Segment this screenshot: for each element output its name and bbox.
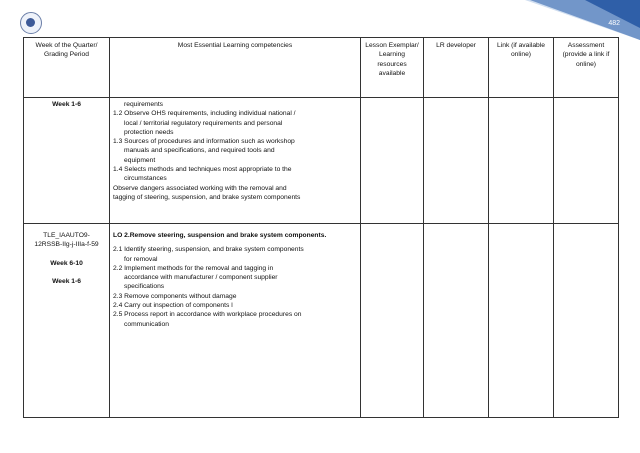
week-label: Week 1-6 [52, 101, 81, 108]
header-week: Week of the Quarter/ Grading Period [24, 38, 110, 98]
lo-title: LO 2.Remove steering, suspension and brake system components. [113, 232, 327, 239]
deped-seal-logo [20, 12, 42, 34]
competency-line: 2.4 Carry out inspection of components l [113, 302, 233, 310]
week-label: Week 1-6 [52, 277, 81, 285]
competency-line: 1.3 Sources of procedures and information such as workshop [113, 138, 295, 146]
competency-line: equipment [124, 156, 156, 164]
competency-cell [110, 224, 361, 418]
lr-developer-cell [424, 98, 489, 224]
competency-line: accordance with manufacturer / component supplier [124, 274, 278, 282]
competency-code: TLE_IAAUTO9-12RSSB-IIg-j-IIIa-f-59 [34, 232, 99, 249]
header-melc: Most Essential Learning competencies [110, 38, 361, 98]
competency-cell [110, 98, 361, 224]
competency-line: 2.1 Identify steering, suspension, and brake system components [113, 246, 304, 254]
competency-line: tagging of steering, suspension, and brake system components [113, 193, 301, 201]
competency-line: 2.5 Process report in accordance with workplace procedures on [113, 311, 302, 319]
competency-line: communication [124, 320, 169, 328]
lr-developer-cell [424, 224, 489, 418]
assessment-cell [554, 224, 619, 418]
competency-line: 2.3 Remove components without damage [113, 292, 237, 300]
assessment-cell [554, 98, 619, 224]
table-header-row [24, 38, 619, 98]
week-label: Week 6-10 [50, 259, 83, 267]
competency-line: circumstances [124, 175, 167, 183]
header-lesson: Lesson Exemplar/ Learning resources available [361, 38, 424, 98]
competency-line: 2.2 Implement methods for the removal and tagging in [113, 264, 274, 272]
competency-line: 1.4 Selects methods and techniques most appropriate to the [113, 166, 292, 174]
melc-table [23, 37, 619, 418]
corner-decoration [525, 0, 640, 40]
competency-line: specifications [124, 283, 165, 291]
table-row [24, 98, 619, 224]
link-cell [489, 98, 554, 224]
week-cell [24, 224, 110, 418]
competency-line: manuals and specifications, and required tools and [124, 147, 275, 155]
competency-line: local / territorial regulatory requirements and personal [124, 119, 283, 127]
competency-line: for removal [124, 255, 158, 263]
header-link: Link (if available online) [489, 38, 554, 98]
lesson-cell [361, 224, 424, 418]
competency-line: Observe dangers associated working with the removal and [113, 184, 287, 192]
table-row [24, 224, 619, 418]
competency-line: requirements [124, 101, 164, 108]
competency-line: protection needs [124, 128, 174, 136]
week-cell [24, 98, 110, 224]
link-cell [489, 224, 554, 418]
competency-line: 1.2 Observe OHS requirements, including individual national / [113, 110, 296, 118]
lesson-cell [361, 98, 424, 224]
header-assessment: Assessment (provide a link if online) [554, 38, 619, 98]
page-number: 482 [608, 20, 620, 27]
header-lr-developer: LR developer [424, 38, 489, 98]
